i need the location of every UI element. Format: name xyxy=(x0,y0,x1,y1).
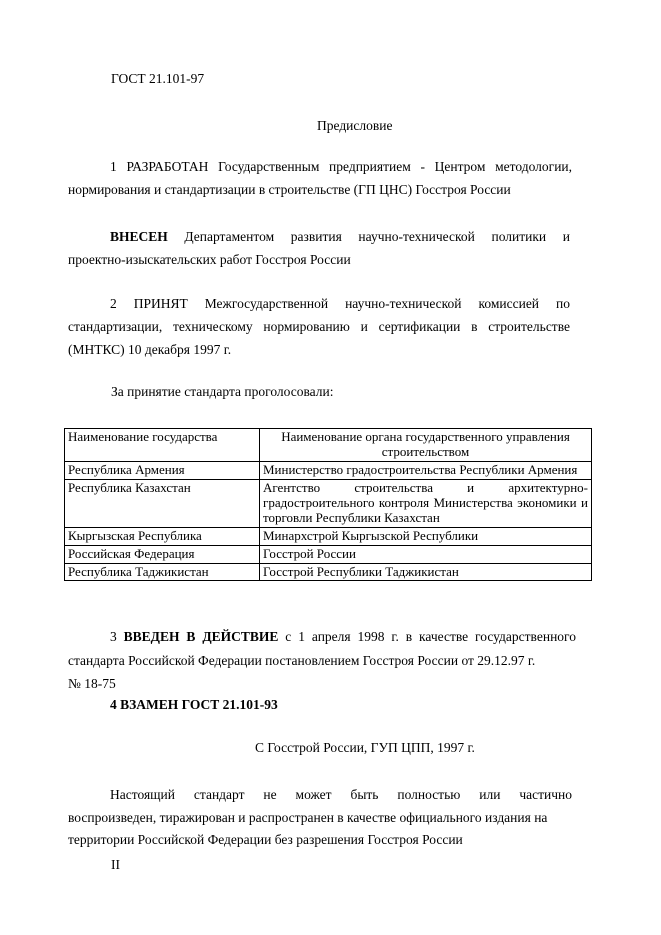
copyright: С Госстрой России, ГУП ЦПП, 1997 г. xyxy=(255,740,475,755)
table-cell-state: Республика Армения xyxy=(65,461,260,479)
introduced-keyword: ВНЕСЕН xyxy=(110,229,168,244)
table-cell-state: Кыргызская Республика xyxy=(65,527,260,545)
table-header-row xyxy=(65,429,592,462)
table-cell-authority: Госстрой России xyxy=(260,545,592,563)
page-number: II xyxy=(111,857,120,872)
notice-line-1: Настоящий стандарт не может быть полностью или частично xyxy=(110,787,572,802)
section-3-keyword: ВВЕДЕН В ДЕЙСТВИЕ xyxy=(123,629,279,644)
section-1-line-2: нормирования и стандартизации в строительстве (ГП ЦНС) Госстроя России xyxy=(68,182,511,197)
table-row xyxy=(65,479,592,527)
section-2-number: 2 xyxy=(110,296,117,311)
section-2-line-2: стандартизации, техническому нормированию и сертификации в строительстве xyxy=(68,319,570,334)
section-3-line-3: № 18-75 xyxy=(68,676,116,691)
section-3-text: с 1 апреля 1998 г. в качестве государственного xyxy=(285,629,576,644)
section-1-line-1 xyxy=(110,159,572,175)
table-cell-state: Российская Федерация xyxy=(65,545,260,563)
section-3-number: 3 xyxy=(110,629,117,644)
section-4: 4 ВЗАМЕН ГОСТ 21.101-93 xyxy=(110,697,278,712)
page-title: Предисловие xyxy=(317,118,393,133)
introduced-line-2: проектно-изыскательских работ Госстроя России xyxy=(68,252,351,267)
vote-label: За принятие стандарта проголосовали: xyxy=(111,384,334,399)
section-2-keyword: ПРИНЯТ xyxy=(133,296,188,311)
section-2-line-1 xyxy=(110,296,570,312)
table-cell-authority: Минархстрой Кыргызской Республики xyxy=(260,527,592,545)
notice-line-2: воспроизведен, тиражирован и распространен в качестве официального издания на xyxy=(68,810,548,825)
notice-line-3: территории Российской Федерации без разрешения Госстроя России xyxy=(68,832,463,847)
introduced-text: Департаментом развития научно-технической политики и xyxy=(184,229,570,244)
section-1-number: 1 xyxy=(110,159,117,174)
table-header-state: Наименование государства xyxy=(65,429,260,462)
table-cell-authority: Агентство строительства и архитектурно-градостроительного контроля Министерства экономики и торговли Республики Казахстан xyxy=(260,479,592,527)
table-cell-state: Республика Таджикистан xyxy=(65,563,260,581)
voting-states-table xyxy=(64,428,592,581)
table-row xyxy=(65,461,592,479)
table-header-authority: Наименование органа государственного управления строительством xyxy=(260,429,592,462)
section-2-text: Межгосударственной научно-технической комиссией по xyxy=(204,296,570,311)
introduced-line-1 xyxy=(110,229,570,245)
section-1-text: Государственным предприятием - Центром методологии, xyxy=(218,159,573,174)
document-code: ГОСТ 21.101-97 xyxy=(111,71,205,86)
section-1-keyword: РАЗРАБОТАН xyxy=(126,159,209,174)
table-cell-state: Республика Казахстан xyxy=(65,479,260,527)
section-2-line-3: (МНТКС) 10 декабря 1997 г. xyxy=(68,342,232,357)
section-3-line-1 xyxy=(110,629,576,645)
table-row xyxy=(65,545,592,563)
table-row xyxy=(65,527,592,545)
table-cell-authority: Министерство градостроительства Республики Армения xyxy=(260,461,592,479)
table-cell-authority: Госстрой Республики Таджикистан xyxy=(260,563,592,581)
section-3-line-2: стандарта Российской Федерации постановлением Госстроя России от 29.12.97 г. xyxy=(68,653,536,668)
table-row xyxy=(65,563,592,581)
